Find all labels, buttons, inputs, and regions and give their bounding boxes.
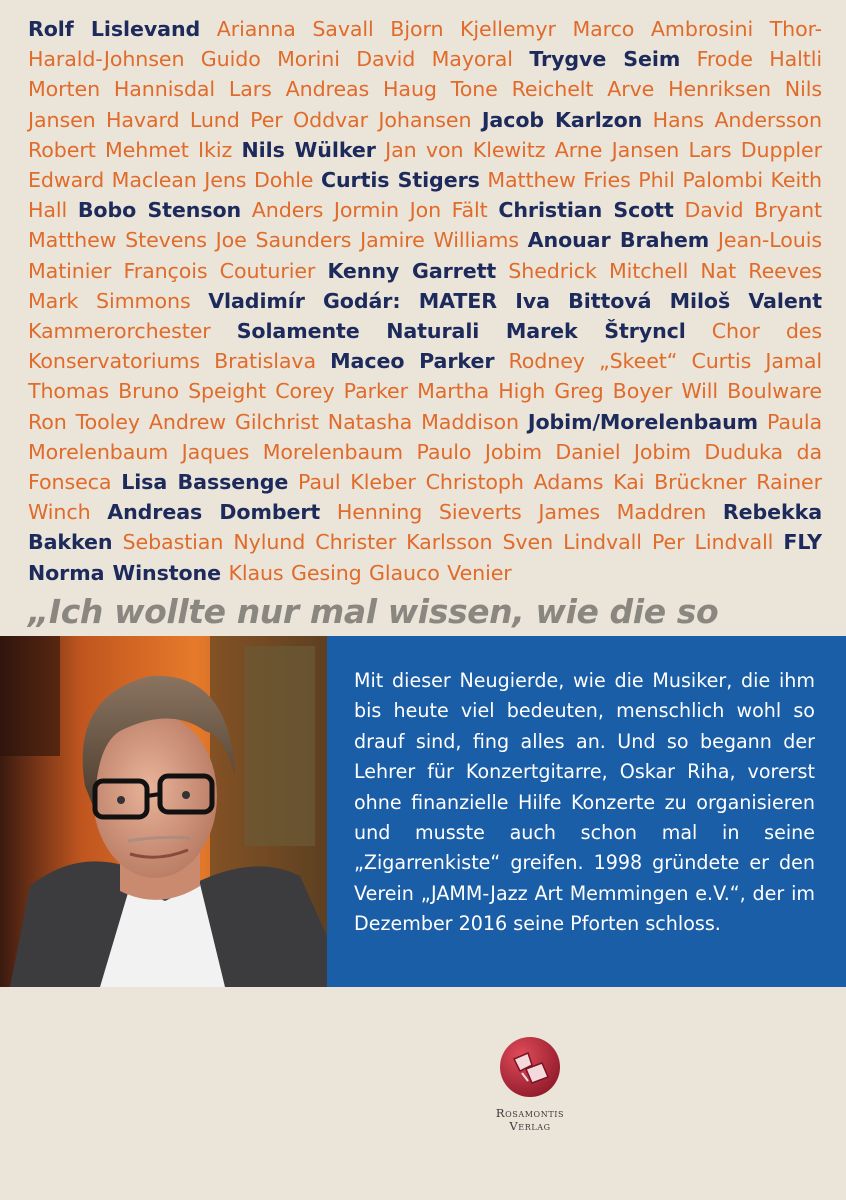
- band-members: Jan von Klewitz Arne Jansen Lars Duppler Edward Maclean Jens Dohle: [28, 137, 822, 193]
- lead-musician: Kenny Garrett: [327, 258, 497, 283]
- band-members: Kammerorchester: [28, 319, 211, 344]
- lead-musician: Anouar Brahem: [527, 228, 710, 253]
- band-members: Sebastian Nylund Christer Karlsson Sven Lindvall Per Lindvall: [122, 530, 774, 555]
- lead-musician: Nils Wülker: [241, 137, 376, 162]
- lead-musician: Curtis Stigers: [320, 168, 480, 193]
- musician-list: [28, 14, 822, 588]
- lead-musician: Vladimír Godár: MATER Iva Bittová Miloš Valent: [208, 288, 822, 313]
- band-members: Anders Jormin Jon Fält: [251, 198, 488, 223]
- band-members: Hans Andersson Robert Mehmet Ikiz: [28, 107, 823, 162]
- band-members: Shedrick Mitchell Nat Reeves Mark Simmons: [28, 258, 823, 313]
- rosamontis-logo-icon: [498, 1035, 562, 1099]
- quote-heading: „Ich wollte nur mal wissen, wie die so: [28, 592, 719, 631]
- description-text: Mit dieser Neugierde, wie die Musiker, die ihm bis heute viel bedeuten, menschlich wohl so drauf sind, fing alles an. Und so begann der Lehrer für Konzertgitarre, Oskar Riha, vorerst ohne finanzielle Hilfe Konzerte zu organisieren und musste auch schon mal in seine „Zigarrenkiste“ greifen. 1998 gründete er den Verein „JAMM-Jazz Art Memmingen e.V.“, der im Dezember 2016 seine Pforten schloss.: [354, 669, 815, 936]
- lead-musician: Christian Scott: [498, 198, 674, 223]
- lead-musician: FLY Norma Winstone: [28, 530, 822, 585]
- band-members: Matthew Fries Phil Palombi Keith Hall: [28, 168, 822, 223]
- band-members: Paula Morelenbaum Jaques Morelenbaum Paulo Jobim Daniel Jobim Duduka da Fonseca: [28, 409, 822, 495]
- lead-musician: Maceo Parker: [330, 349, 495, 374]
- portrait-photo: [0, 636, 327, 987]
- lead-musician: Rolf Lislevand: [28, 17, 201, 41]
- logo-line-1: Rosamontis: [495, 1106, 565, 1120]
- band-members: Rodney „Skeet“ Curtis Jamal Thomas Bruno Speight Corey Parker Martha High Greg Boyer Will Boulware Ron Tooley Andrew Gilchrist Natasha Maddison: [28, 349, 822, 434]
- lead-musician: Andreas Dombert: [107, 500, 321, 525]
- band-members: Paul Kleber Christoph Adams Kai Brückner Rainer Winch: [28, 470, 822, 525]
- description-box: [327, 636, 846, 987]
- band-members: Arianna Savall Bjorn Kjellemyr Marco Ambrosini Thor-Harald-Johnsen Guido Morini David Mayoral: [28, 17, 823, 72]
- band-members: David Bryant Matthew Stevens Joe Saunders Jamire Williams: [28, 198, 823, 253]
- band-members: Jean-Louis Matinier François Couturier: [28, 228, 822, 283]
- logo-line-2: Verlag: [509, 1119, 551, 1133]
- lead-musician: Lisa Bassenge: [121, 470, 289, 495]
- band-members: Chor des Konservatoriums Bratislava: [28, 319, 823, 374]
- band-members: Klaus Gesing Glauco Venier: [228, 560, 512, 585]
- lead-musician: Bobo Stenson: [77, 198, 242, 223]
- lead-musician: Rebekka Bakken: [28, 500, 823, 555]
- lead-musician: Trygve Seim: [529, 47, 681, 72]
- band-members: Frode Haltli Morten Hannisdal Lars Andreas Haug Tone Reichelt Arve Henriksen Nils Jansen Havard Lund Per Oddvar Johansen: [28, 47, 822, 132]
- lead-musician: Jacob Karlzon: [481, 107, 643, 132]
- lead-musician: Solamente Naturali Marek Štryncl: [236, 319, 686, 344]
- lead-musician: Jobim/Morelenbaum: [527, 409, 759, 434]
- band-members: Henning Sieverts James Maddren: [336, 500, 707, 525]
- publisher-logo: [470, 1035, 590, 1135]
